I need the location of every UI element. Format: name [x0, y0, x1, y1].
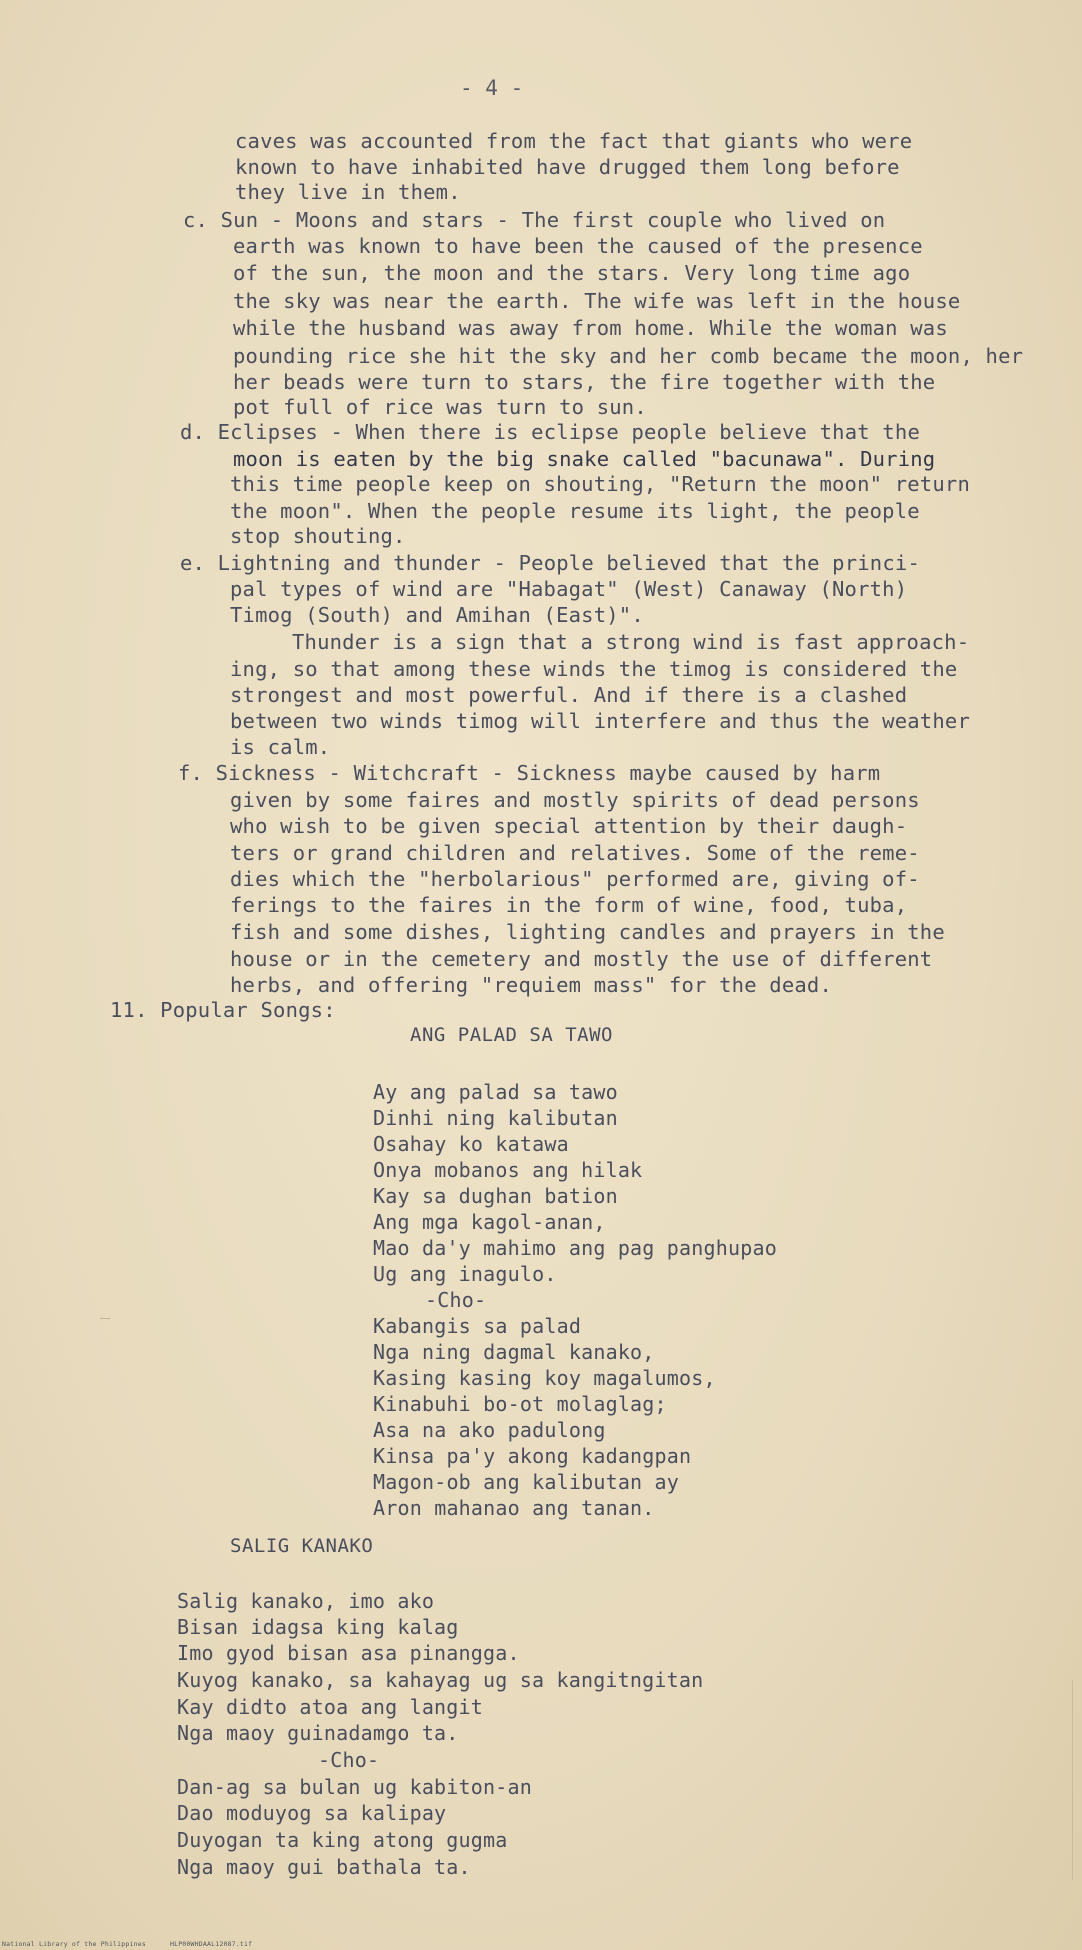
song-title: SALIG KANAKO — [230, 1535, 374, 1557]
song-line: Onya mobanos ang hilak — [373, 1158, 643, 1182]
body-line: ters or grand children and relatives. Some of the reme- — [230, 841, 920, 865]
body-line: fish and some dishes, lighting candles and prayers in the — [230, 920, 945, 944]
page-number: - 4 - — [460, 76, 524, 100]
song-line: Kuyog kanako, sa kahayag ug sa kangitngitan — [177, 1668, 704, 1692]
song-line: Aron mahanao ang tanan. — [373, 1496, 655, 1520]
paper-mark — [100, 1318, 110, 1319]
body-line: f. Sickness - Witchcraft - Sickness maybe caused by harm — [178, 761, 881, 785]
body-line: ferings to the faires in the form of wine, food, tuba, — [230, 893, 908, 917]
song-title: ANG PALAD SA TAWO — [410, 1024, 613, 1046]
body-line: herbs, and offering "requiem mass" for the dead. — [230, 973, 833, 997]
song-line: Osahay ko katawa — [373, 1132, 569, 1156]
song-line: Imo gyod bisan asa pinangga. — [177, 1641, 520, 1665]
footer — [2, 1940, 276, 1948]
body-line: stop shouting. — [230, 524, 406, 548]
song-line: Ang mga kagol-anan, — [373, 1210, 606, 1234]
body-line: who wish to be given special attention by their daugh- — [230, 814, 908, 838]
song-line: Kinabuhi bo-ot molaglag; — [373, 1392, 667, 1416]
body-line: c. Sun - Moons and stars - The first couple who lived on — [183, 208, 886, 232]
body-line: caves was accounted from the fact that giants who were — [235, 129, 913, 153]
body-line: dies which the "herbolarious" performed are, giving of- — [230, 867, 920, 891]
body-line: the sky was near the earth. The wife was left in the house — [233, 289, 961, 313]
song-line: Salig kanako, imo ako — [177, 1589, 435, 1613]
body-line: Thunder is a sign that a strong wind is fast approach- — [292, 630, 970, 654]
chorus-label: -Cho- — [425, 1288, 487, 1312]
song-line: Kabangis sa palad — [373, 1314, 582, 1338]
body-line: the moon". When the people resume its light, the people — [230, 499, 920, 523]
paper-edge — [1072, 1680, 1073, 1880]
body-line: is calm. — [230, 735, 331, 759]
body-line: known to have inhabited have drugged them long before — [235, 155, 900, 179]
song-line: Kinsa pa'y akong kadangpan — [373, 1444, 692, 1468]
chorus-label: -Cho- — [318, 1748, 380, 1772]
library-credit: National Library of the Philippines — [2, 1940, 146, 1948]
song-line: Mao da'y mahimo ang pag panghupao — [373, 1236, 777, 1260]
song-line: Dan-ag sa bulan ug kabiton-an — [177, 1775, 532, 1799]
body-line: Timog (South) and Amihan (East)". — [230, 603, 644, 627]
body-line: pounding rice she hit the sky and her comb became the moon, her — [233, 344, 1024, 368]
file-id: HLP00WHDAAL12087.tif — [169, 1940, 253, 1948]
body-line: pot full of rice was turn to sun. — [233, 395, 647, 419]
song-line: Kay didto atoa ang langit — [177, 1695, 484, 1719]
body-line: d. Eclipses - When there is eclipse people believe that the — [180, 420, 920, 444]
song-line: Ug ang inagulo. — [373, 1262, 557, 1286]
body-line: earth was known to have been the caused of the presence — [233, 234, 923, 258]
song-line: Nga maoy gui bathala ta. — [177, 1855, 471, 1879]
song-line: Nga ning dagmal kanako, — [373, 1340, 655, 1364]
song-line: Kasing kasing koy magalumos, — [373, 1366, 716, 1390]
song-line: Nga maoy guinadamgo ta. — [177, 1721, 459, 1745]
body-line: this time people keep on shouting, "Return the moon" return — [230, 472, 970, 496]
body-line: e. Lightning and thunder - People believed that the princi- — [180, 551, 920, 575]
song-line: Duyogan ta king atong gugma — [177, 1828, 508, 1852]
body-line: house or in the cemetery and mostly the use of different — [230, 947, 933, 971]
body-line: between two winds timog will interfere and thus the weather — [230, 709, 970, 733]
song-line: Ay ang palad sa tawo — [373, 1080, 618, 1104]
body-line: ing, so that among these winds the timog is considered the — [230, 657, 958, 681]
song-line: Dinhi ning kalibutan — [373, 1106, 618, 1130]
song-line: Bisan idagsa king kalag — [177, 1615, 459, 1639]
body-line: pal types of wind are "Habagat" (West) Canaway (North) — [230, 577, 908, 601]
body-line: moon is eaten by the big snake called "bacunawa". During — [233, 447, 936, 471]
body-line: strongest and most powerful. And if there is a clashed — [230, 683, 908, 707]
song-line: Asa na ako padulong — [373, 1418, 606, 1442]
song-line: Dao moduyog sa kalipay — [177, 1801, 447, 1825]
body-line: given by some faires and mostly spirits of dead persons — [230, 788, 920, 812]
song-line: Magon-ob ang kalibutan ay — [373, 1470, 680, 1494]
body-line: they live in them. — [235, 180, 461, 204]
song-line: Kay sa dughan bation — [373, 1184, 618, 1208]
section-heading: 11. Popular Songs: — [110, 998, 336, 1022]
body-line: her beads were turn to stars, the fire together with the — [233, 370, 936, 394]
body-line: of the sun, the moon and the stars. Very long time ago — [233, 261, 911, 285]
body-line: while the husband was away from home. While the woman was — [233, 316, 948, 340]
